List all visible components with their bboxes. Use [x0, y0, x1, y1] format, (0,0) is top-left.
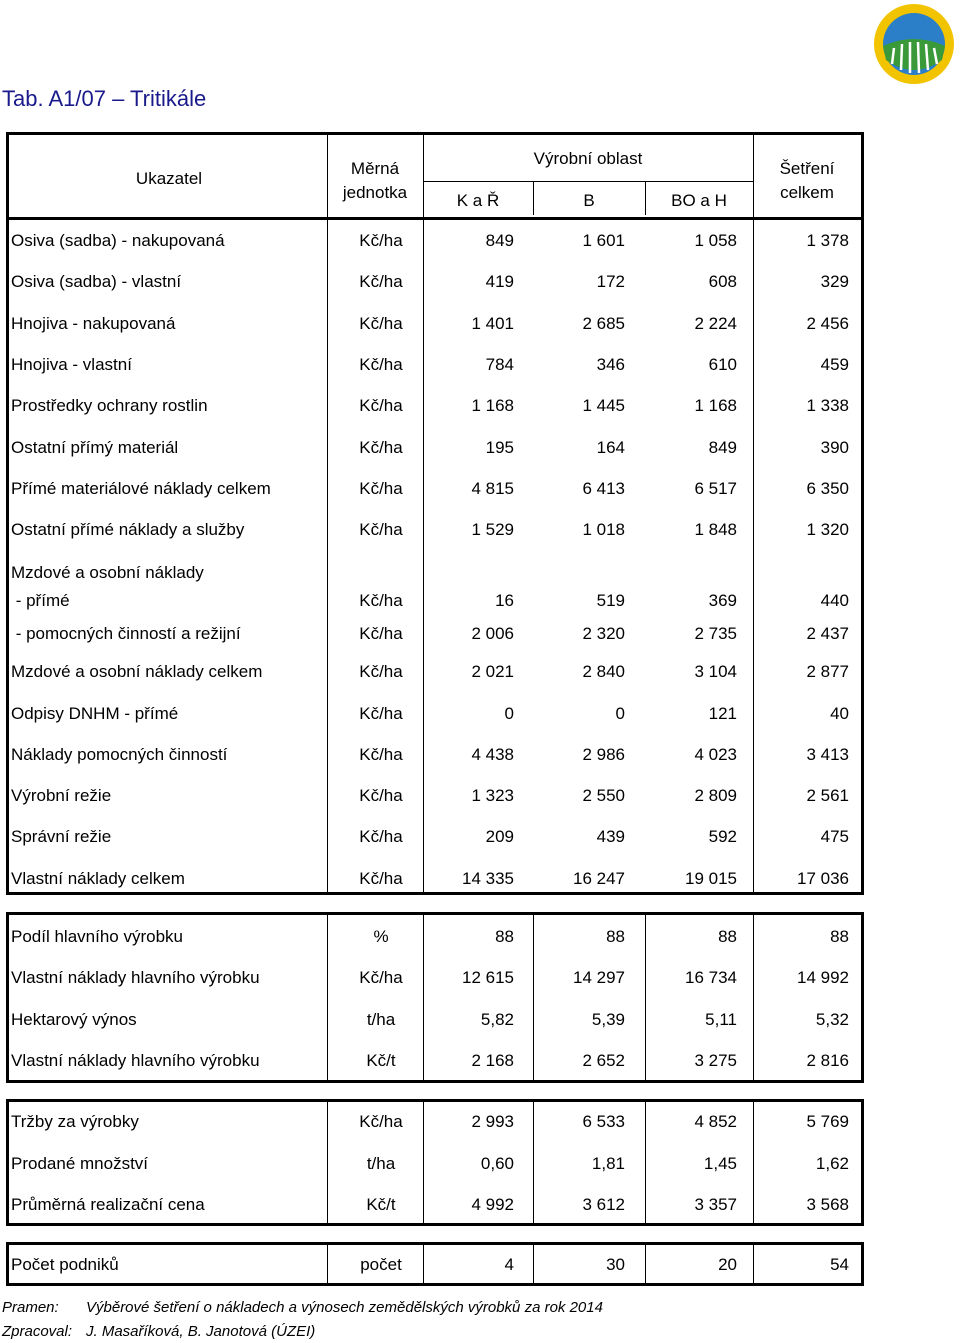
table-row	[9, 1185, 861, 1225]
row-unit: Kč/ha	[359, 354, 403, 374]
table-row	[9, 817, 861, 857]
source-label: Pramen:	[2, 1299, 59, 1316]
row-value: 2 224	[694, 313, 737, 333]
row-label: Přímé materiálové náklady celkem	[11, 478, 271, 498]
row-value: 2 561	[806, 786, 849, 805]
header-b: B	[583, 191, 595, 210]
table-row	[9, 1102, 861, 1142]
row-value: 6 350	[806, 478, 849, 498]
row-unit: Kč/ha	[359, 272, 403, 292]
table-row	[9, 917, 861, 957]
row-value: 1 018	[582, 520, 625, 540]
row-value: 2 550	[582, 786, 625, 805]
row-label: Osiva (sadba) - vlastní	[11, 272, 182, 292]
header-bo-a-h: BO a H	[671, 191, 727, 210]
row-label: Hektarový výnos	[11, 1009, 137, 1029]
costs-table	[6, 132, 864, 895]
row-value: 849	[485, 231, 514, 250]
row-value: 1,81	[591, 1153, 625, 1173]
row-unit: Kč/ha	[359, 1112, 403, 1131]
row-value: 4 852	[694, 1112, 737, 1131]
row-label: - pomocných činností a režijní	[11, 624, 241, 643]
row-value: 40	[830, 704, 849, 723]
header-setreni-line1: Šetření	[779, 159, 835, 178]
row-value: 88	[830, 927, 849, 946]
row-value: 2 986	[582, 745, 625, 764]
row-unit: Kč/ha	[359, 786, 403, 805]
row-value: 419	[485, 272, 514, 292]
row-value: 2 652	[582, 1050, 625, 1070]
row-label: Náklady pomocných činností	[11, 745, 228, 764]
row-label: Výrobní režie	[11, 786, 112, 805]
row-value: 6 533	[582, 1112, 625, 1131]
table-row	[9, 859, 861, 899]
row-value: 329	[820, 272, 849, 292]
row-value: 6 413	[582, 478, 625, 498]
header-setreni-line2: celkem	[780, 183, 834, 202]
table-row	[9, 776, 861, 816]
row-value: 1 529	[471, 520, 514, 540]
row-unit: Kč/ha	[359, 704, 403, 723]
row-value: 4 992	[471, 1195, 514, 1214]
table-row	[9, 221, 861, 261]
row-unit: Kč/ha	[359, 396, 403, 416]
row-value: 17 036	[797, 869, 849, 888]
row-value: 1 401	[471, 313, 514, 333]
row-value: 3 357	[694, 1195, 737, 1214]
row-unit: Kč/ha	[359, 662, 403, 681]
row-value: 439	[596, 827, 625, 846]
row-unit: t/ha	[366, 1009, 396, 1029]
header-setreni-celkem	[753, 157, 861, 205]
row-value: 4 815	[471, 478, 514, 498]
row-value: 1,62	[815, 1153, 849, 1173]
row-value: 2 877	[806, 662, 849, 681]
row-label: Počet podniků	[11, 1255, 119, 1274]
row-value: 346	[596, 354, 625, 374]
table-row	[9, 428, 861, 468]
row-value: 209	[485, 827, 514, 846]
row-unit: Kč/t	[366, 1050, 396, 1070]
row-value: 2 840	[582, 662, 625, 681]
row-value: 608	[708, 272, 737, 292]
row-value: 1 601	[582, 231, 625, 250]
header-merna-line2: jednotka	[342, 183, 408, 202]
row-label: - přímé	[11, 591, 70, 610]
row-value: 2 809	[694, 786, 737, 805]
row-unit: Kč/ha	[359, 624, 403, 643]
row-value: 369	[708, 591, 737, 610]
row-value: 2 993	[471, 1112, 514, 1131]
row-value: 1 320	[806, 520, 849, 540]
row-unit: Kč/ha	[359, 869, 403, 888]
table-row	[9, 652, 861, 692]
table-row	[9, 386, 861, 426]
row-value: 0	[615, 704, 625, 723]
table-row	[9, 614, 861, 654]
row-unit: Kč/ha	[359, 520, 403, 540]
header-merna-jednotka	[327, 157, 423, 205]
row-value: 475	[820, 827, 849, 846]
row-unit: Kč/ha	[359, 313, 403, 333]
header-vyrobni-oblast: Výrobní oblast	[533, 149, 643, 168]
row-value: 195	[485, 437, 514, 457]
row-value: 4 438	[471, 745, 514, 764]
row-unit: Kč/ha	[359, 231, 403, 250]
table-title: Tab. A1/07 – Tritikále	[2, 86, 207, 111]
row-value: 5,82	[480, 1009, 514, 1029]
row-value: 2 456	[806, 313, 849, 333]
row-value: 1 378	[806, 231, 849, 250]
row-value: 5,11	[705, 1009, 737, 1029]
row-value: 14 335	[462, 869, 514, 888]
table-row	[9, 469, 861, 509]
row-label: Mzdové a osobní náklady celkem	[11, 662, 263, 681]
table-row	[9, 694, 861, 734]
row-value: 440	[820, 591, 849, 610]
row-value: 16 247	[573, 869, 625, 888]
row-unit: Kč/ha	[359, 478, 403, 498]
row-unit: Kč/ha	[359, 968, 403, 988]
row-value: 172	[596, 272, 625, 292]
row-value: 16 734	[685, 968, 737, 988]
row-value: 19 015	[685, 869, 737, 888]
row-value: 14 992	[797, 968, 849, 988]
row-value: 5,32	[815, 1009, 849, 1029]
row-label: Správní režie	[11, 827, 112, 846]
row-value: 16	[495, 591, 514, 610]
table-row	[9, 1000, 861, 1040]
row-value: 4 023	[694, 745, 737, 764]
row-value: 1 445	[582, 396, 625, 416]
footer-author	[2, 1323, 315, 1340]
row-value: 30	[606, 1255, 625, 1274]
row-value: 5 769	[806, 1112, 849, 1131]
row-value: 784	[485, 354, 514, 374]
row-label: Hnojiva - nakupovaná	[11, 313, 176, 333]
row-value: 390	[820, 437, 849, 457]
row-value: 2 168	[471, 1050, 514, 1070]
row-value: 2 735	[694, 624, 737, 643]
row-value: 3 275	[694, 1050, 737, 1070]
row-value: 849	[708, 437, 737, 457]
row-value: 1,45	[703, 1153, 737, 1173]
row-value: 2 685	[582, 313, 625, 333]
row-value: 3 612	[582, 1195, 625, 1214]
row-value: 2 816	[806, 1050, 849, 1070]
row-value: 14 297	[573, 968, 625, 988]
row-label: Vlastní náklady celkem	[11, 869, 185, 888]
row-unit: Kč/ha	[359, 591, 403, 610]
row-value: 5,39	[591, 1009, 625, 1029]
row-value: 0	[504, 704, 514, 723]
table-row	[9, 262, 861, 302]
row-value: 6 517	[694, 478, 737, 498]
row-value: 1 323	[471, 786, 514, 805]
row-value: 610	[708, 354, 737, 374]
row-label: Hnojiva - vlastní	[11, 354, 132, 374]
row-value: 2 006	[471, 624, 514, 643]
header-ukazatel: Ukazatel	[135, 169, 203, 188]
row-value: 88	[718, 927, 737, 946]
row-value: 1 168	[694, 396, 737, 416]
row-value: 4	[504, 1255, 514, 1274]
row-label: Podíl hlavního výrobku	[11, 927, 183, 946]
source-text: Výběrové šetření o nákladech a výnosech zemědělských výrobků za rok 2014	[86, 1299, 603, 1316]
row-unit: počet	[360, 1255, 402, 1274]
row-label: Prostředky ochrany rostlin	[11, 396, 208, 416]
row-value: 3 568	[806, 1195, 849, 1214]
row-value: 54	[830, 1255, 849, 1274]
row-unit: Kč/ha	[359, 437, 403, 457]
row-value: 3 104	[694, 662, 737, 681]
row-label: Ostatní přímé náklady a služby	[11, 520, 245, 540]
table-row	[9, 735, 861, 775]
row-unit: %	[373, 927, 389, 946]
enterprises-table	[6, 1242, 864, 1286]
header-k-a-r: K a Ř	[456, 191, 500, 210]
row-value: 164	[596, 437, 625, 457]
table-row	[9, 1144, 861, 1184]
row-value: 1 168	[471, 396, 514, 416]
row-label: Vlastní náklady hlavního výrobku	[11, 968, 260, 988]
row-value: 12 615	[462, 968, 514, 988]
row-label: Osiva (sadba) - nakupovaná	[11, 231, 225, 250]
row-value: 121	[708, 704, 737, 723]
row-unit: Kč/ha	[359, 827, 403, 846]
field-sun-logo-icon	[872, 2, 956, 86]
row-value: 1 338	[806, 396, 849, 416]
row-unit: Kč/ha	[359, 745, 403, 764]
row-unit: Kč/t	[366, 1195, 396, 1214]
table-row	[9, 1041, 861, 1081]
table-row	[9, 345, 861, 385]
table-row	[9, 1245, 861, 1285]
row-value: 1 058	[694, 231, 737, 250]
table-row	[9, 958, 861, 998]
author-label: Zpracoval:	[2, 1323, 73, 1340]
row-label: Průměrná realizační cena	[11, 1195, 205, 1214]
row-label: Odpisy DNHM - přímé	[11, 704, 179, 723]
row-label: Vlastní náklady hlavního výrobku	[11, 1050, 260, 1070]
row-value: 3 413	[806, 745, 849, 764]
row-value: 459	[820, 354, 849, 374]
row-value: 592	[708, 827, 737, 846]
header-merna-line1: Měrná	[350, 159, 400, 178]
row-value: 1 848	[694, 520, 737, 540]
row-label: Prodané množství	[11, 1153, 149, 1173]
row-value: 2 021	[471, 662, 514, 681]
row-value: 88	[495, 927, 514, 946]
row-value: 20	[718, 1255, 737, 1274]
row-value: 0,60	[480, 1153, 514, 1173]
table-row	[9, 304, 861, 344]
footer-source	[2, 1299, 603, 1316]
author-text: J. Masaříková, B. Janotová (ÚZEI)	[86, 1323, 316, 1340]
table-row	[9, 510, 861, 550]
row-label: Tržby za výrobky	[11, 1112, 139, 1131]
row-label: Mzdové a osobní náklady	[11, 563, 204, 582]
main-product-table	[6, 912, 864, 1083]
row-unit: t/ha	[366, 1153, 396, 1173]
row-value: 88	[606, 927, 625, 946]
row-value: 2 320	[582, 624, 625, 643]
sales-table	[6, 1099, 864, 1226]
row-value: 2 437	[806, 624, 849, 643]
row-label: Ostatní přímý materiál	[11, 437, 179, 457]
row-value: 519	[596, 591, 625, 610]
